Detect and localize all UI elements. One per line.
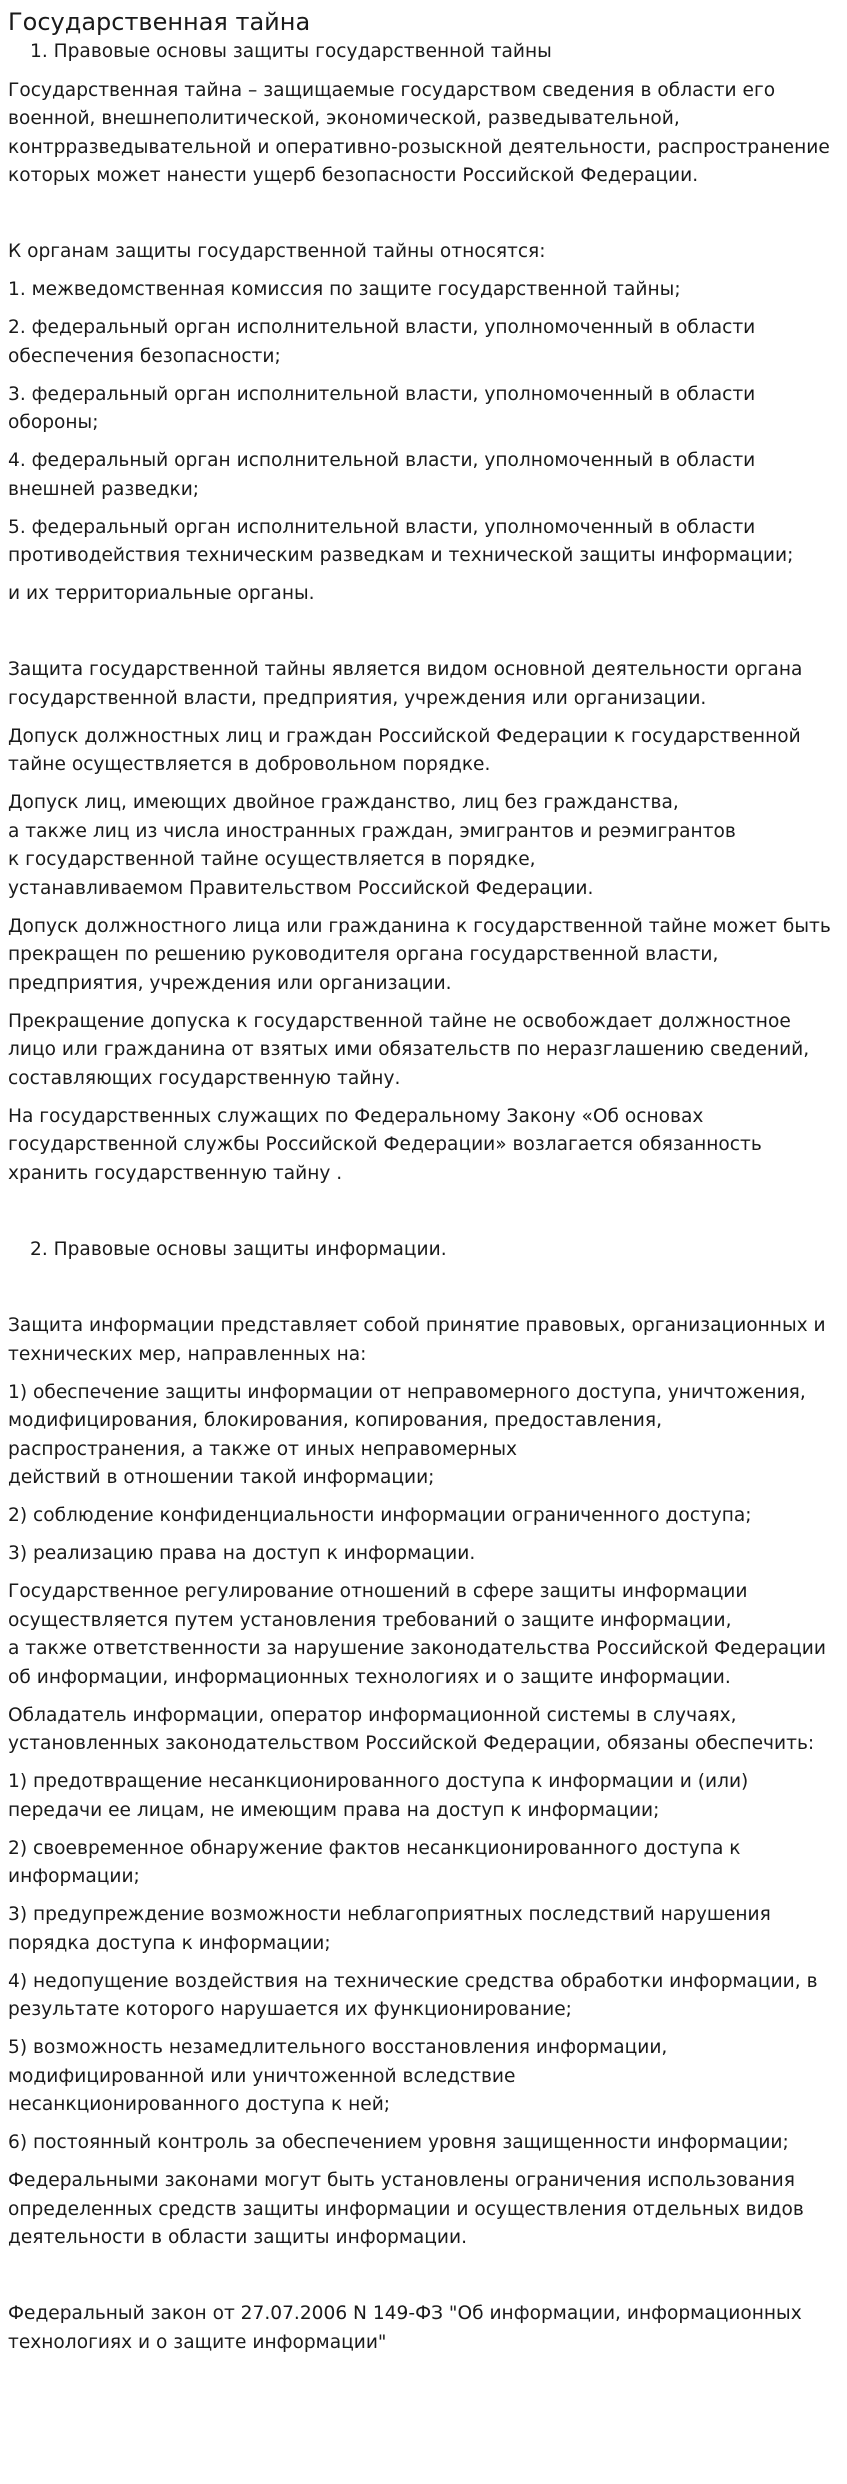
list-item-protection-1: 1) обеспечение защиты информации от неправомерного доступа, уничтожения, модифицирования, блокирования, копирования, предоставления, распространения, а также от иных неправомерных действий в отношении такой информации; (8, 1381, 806, 1488)
paragraph-voluntary-access: Допуск должностных лиц и граждан Российской Федерации к государственной тайне осуществляется в добровольном порядке. (8, 725, 801, 775)
list-item-organ-5: 5. федеральный орган исполнительной власти, уполномоченный в области противодействия техническим разведкам и технической защиты информации; (8, 516, 794, 566)
paragraph-access-termination: Допуск должностного лица или гражданина к государственной тайне может быть прекращен по решению руководителя органа государственной власти, предприятия, учреждения или организации. (8, 915, 831, 994)
list-item-obligation-4: 4) недопущение воздействия на технические средства обработки информации, в результате которого нарушается их функционирование; (8, 1970, 818, 2020)
list-item-organ-3: 3. федеральный орган исполнительной власти, уполномоченный в области обороны; (8, 383, 756, 433)
list-item-protection-2: 2) соблюдение конфиденциальности информации ограниченного доступа; (8, 1505, 752, 1526)
paragraph-definition: Государственная тайна – защищаемые государством сведения в области его военной, внешнеполитической, экономической, разведывательной, контрразведывательной и оперативно-розыскной деятельности, распространение которых может нанести ущерб безопасности Российской Федерации. (8, 79, 830, 186)
paragraph-law-reference: Федеральный закон от 27.07.2006 N 149-ФЗ "Об информации, информационных технологиях и о защите информации" (8, 2303, 802, 2353)
paragraph-territorial-organs: и их территориальные органы. (8, 583, 315, 604)
paragraph-protection-definition: Защита информации представляет собой принятие правовых, организационных и технических мер, направленных на: (8, 1315, 826, 1365)
paragraph-organs-intro: К органам защиты государственной тайны относятся: (8, 241, 546, 262)
paragraph-termination-obligations: Прекращение допуска к государственной тайне не освобождает должностное лицо или гражданина от взятых ими обязательств по неразглашению сведений, составляющих государственную тайну. (8, 1010, 810, 1089)
paragraph-owner-obligations: Обладатель информации, оператор информационной системы в случаях, установленных законодательством Российской Федерации, обязаны обеспечить: (8, 1704, 815, 1754)
list-item-obligation-5: 5) возможность незамедлительного восстановления информации, модифицированной или уничтоженной вследствие несанкционированного доступа к ней; (8, 2037, 668, 2115)
list-item-protection-3: 3) реализацию права на доступ к информации. (8, 1543, 476, 1564)
document-title: Государственная тайна (8, 8, 311, 36)
section-heading-information-protection: 2. Правовые основы защиты информации. (30, 1238, 447, 1260)
list-item-obligation-6: 6) постоянный контроль за обеспечением уровня защищенности информации; (8, 2132, 789, 2153)
paragraph-state-regulation: Государственное регулирование отношений в сфере защиты информации осуществляется путем установления требований о защите информации, а также ответственности за нарушение законодательства Российской Федерации об информации, информационных технологиях и о защите информации. (8, 1581, 826, 1688)
section-heading-state-secret: 1. Правовые основы защиты государственной тайны (30, 41, 552, 62)
paragraph-federal-restrictions: Федеральными законами могут быть установлены ограничения использования определенных средств защиты информации и осуществления отдельных видов деятельности в области защиты информации. (8, 2170, 804, 2248)
list-item-obligation-2: 2) своевременное обнаружение фактов несанкционированного доступа к информации; (8, 1837, 741, 1887)
list-item-organ-2: 2. федеральный орган исполнительной власти, уполномоченный в области обеспечения безопасности; (8, 317, 756, 367)
list-item-obligation-1: 1) предотвращение несанкционированного доступа к информации и (или) передачи ее лицам, не имеющим права на доступ к информации; (8, 1771, 749, 1821)
paragraph-civil-servants: На государственных служащих по Федеральному Закону «Об основах государственной службы Российской Федерации» возлагается обязанность хранить государственную тайну . (8, 1105, 762, 1184)
paragraph-dual-citizenship-access: Допуск лиц, имеющих двойное гражданство, лиц без гражданства, а также лиц из числа иностранных граждан, эмигрантов и реэмигрантов к государственной тайне осуществляется в порядке, устанавливаемом Правительством Российской Федерации. (8, 792, 736, 899)
list-item-obligation-3: 3) предупреждение возможности неблагоприятных последствий нарушения порядка доступа к информации; (8, 1904, 771, 1954)
paragraph-protection-activity: Защита государственной тайны является видом основной деятельности органа государственной власти, предприятия, учреждения или организации. (8, 659, 803, 709)
list-item-organ-1: 1. межведомственная комиссия по защите государственной тайны; (8, 279, 681, 300)
list-item-organ-4: 4. федеральный орган исполнительной власти, уполномоченный в области внешней разведки; (8, 450, 756, 500)
